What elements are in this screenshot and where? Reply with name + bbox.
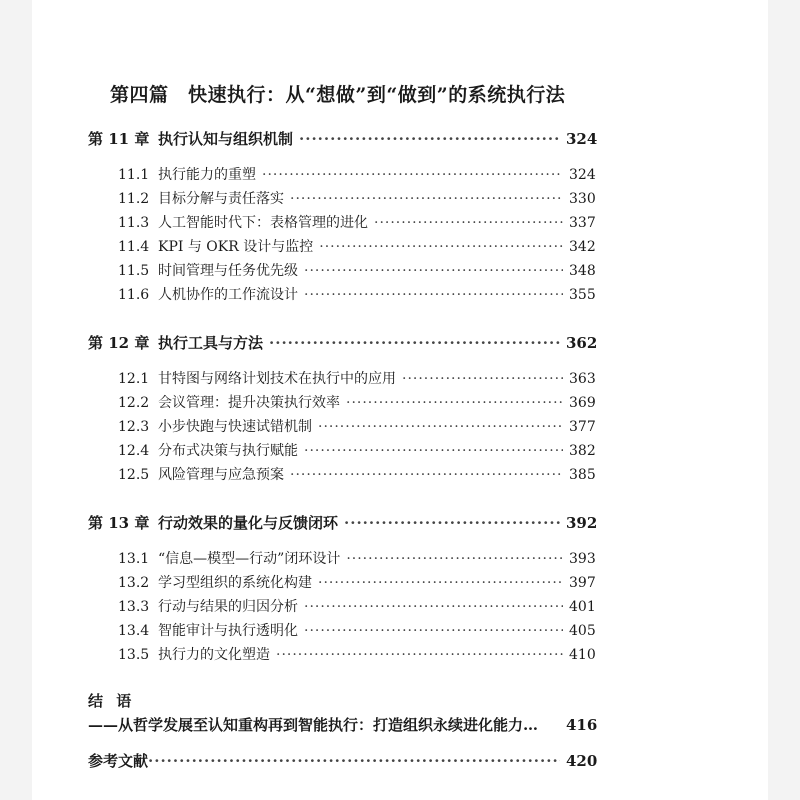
section-11-2-entry[interactable] <box>118 188 596 208</box>
page-number: 330 <box>569 191 596 207</box>
section-number: 12.5 <box>118 467 150 483</box>
section-title: 分布式决策与执行赋能 <box>158 443 298 459</box>
section-title: “信息—模型—行动”闭环设计 <box>158 551 341 567</box>
chapter-number: 第 13 章 <box>88 514 150 532</box>
section-number: 13.1 <box>118 551 150 567</box>
chapter-number: 第 12 章 <box>88 334 150 352</box>
section-number: 12.1 <box>118 371 150 387</box>
page-number: 369 <box>569 395 596 411</box>
dot-leader <box>304 443 563 459</box>
section-title: 甘特图与网络计划技术在执行中的应用 <box>158 371 396 387</box>
page-number: 363 <box>569 371 596 387</box>
page-number: 397 <box>569 575 596 591</box>
conclusion-subtitle: ——从哲学发展至认知重构再到智能执行：打造组织永续进化能力… <box>88 716 539 734</box>
page-number: 420 <box>566 752 598 770</box>
page-number: 348 <box>569 263 596 279</box>
page-number: 342 <box>569 239 596 255</box>
section-11-3-entry[interactable] <box>118 212 596 232</box>
section-12-4-entry[interactable] <box>118 440 596 460</box>
dot-leader <box>276 647 563 663</box>
page-number: 392 <box>566 514 598 532</box>
dot-leader <box>344 514 560 532</box>
section-title: 智能审计与执行透明化 <box>158 623 298 639</box>
section-number: 13.2 <box>118 575 150 591</box>
section-title: 人工智能时代下：表格管理的进化 <box>158 215 368 231</box>
references-title: 参考文献 <box>88 752 149 770</box>
page-number: 401 <box>569 599 596 615</box>
section-number: 11.1 <box>118 167 150 183</box>
section-title: KPI 与 OKR 设计与监控 <box>158 239 314 255</box>
page-number: 324 <box>569 167 596 183</box>
section-11-1-entry[interactable] <box>118 164 596 184</box>
section-title: 会议管理：提升决策执行效率 <box>158 395 340 411</box>
page-number: 362 <box>566 334 598 352</box>
section-title: 小步快跑与快速试错机制 <box>158 419 312 435</box>
dot-leader <box>290 191 563 207</box>
section-title: 人机协作的工作流设计 <box>158 287 298 303</box>
section-title: 目标分解与责任落实 <box>158 191 284 207</box>
dot-leader <box>304 263 563 279</box>
section-13-3-entry[interactable] <box>118 596 596 616</box>
section-number: 11.6 <box>118 287 150 303</box>
page-number: 382 <box>569 443 596 459</box>
section-13-5-entry[interactable] <box>118 644 596 664</box>
section-13-2-entry[interactable] <box>118 572 596 592</box>
section-12-2-entry[interactable] <box>118 392 596 412</box>
dot-leader <box>319 239 563 255</box>
section-title: 执行能力的重塑 <box>158 167 256 183</box>
section-number: 11.5 <box>118 263 150 279</box>
dot-leader <box>304 623 563 639</box>
dot-leader <box>290 467 563 483</box>
part-title: 第四篇 快速执行：从“想做”到“做到”的系统执行法 <box>110 84 566 106</box>
conclusion-title: 结 语 <box>88 692 136 710</box>
section-13-1-entry[interactable] <box>118 548 596 568</box>
section-title: 时间管理与任务优先级 <box>158 263 298 279</box>
section-12-3-entry[interactable] <box>118 416 596 436</box>
chapter-12-entry[interactable] <box>88 332 598 353</box>
page-number: 385 <box>569 467 596 483</box>
chapter-title: 执行认知与组织机制 <box>158 130 294 148</box>
section-number: 13.4 <box>118 623 150 639</box>
section-title: 学习型组织的系统化构建 <box>158 575 312 591</box>
page-number: 393 <box>569 551 596 567</box>
page-number: 410 <box>569 647 596 663</box>
section-11-4-entry[interactable] <box>118 236 596 256</box>
dot-leader <box>304 599 563 615</box>
section-number: 12.3 <box>118 419 150 435</box>
section-number: 13.3 <box>118 599 150 615</box>
toc-page <box>32 0 768 800</box>
page-number: 405 <box>569 623 596 639</box>
page-number: 337 <box>569 215 596 231</box>
dot-leader <box>262 167 563 183</box>
dot-leader <box>148 752 560 770</box>
section-12-5-entry[interactable] <box>118 464 596 484</box>
chapter-number: 第 11 章 <box>88 130 150 148</box>
section-13-4-entry[interactable] <box>118 620 596 640</box>
chapter-title: 执行工具与方法 <box>158 334 264 352</box>
dot-leader <box>402 371 563 387</box>
section-number: 12.4 <box>118 443 150 459</box>
dot-leader <box>318 575 563 591</box>
section-title: 风险管理与应急预案 <box>158 467 284 483</box>
dot-leader <box>346 551 563 567</box>
page-number: 355 <box>569 287 596 303</box>
section-number: 11.3 <box>118 215 150 231</box>
references-entry[interactable] <box>88 750 598 771</box>
section-11-5-entry[interactable] <box>118 260 596 280</box>
page-number: 324 <box>566 130 598 148</box>
section-11-6-entry[interactable] <box>118 284 596 304</box>
section-12-1-entry[interactable] <box>118 368 596 388</box>
dot-leader <box>304 287 563 303</box>
section-number: 13.5 <box>118 647 150 663</box>
section-number: 11.4 <box>118 239 150 255</box>
page-number: 416 <box>566 716 598 734</box>
chapter-13-entry[interactable] <box>88 512 598 533</box>
section-number: 12.2 <box>118 395 150 411</box>
chapter-11-entry[interactable] <box>88 128 598 149</box>
page-number: 377 <box>569 419 596 435</box>
chapter-title: 行动效果的量化与反馈闭环 <box>158 514 339 532</box>
section-title: 执行力的文化塑造 <box>158 647 270 663</box>
section-number: 11.2 <box>118 191 150 207</box>
section-title: 行动与结果的归因分析 <box>158 599 298 615</box>
dot-leader <box>299 130 560 148</box>
conclusion-entry[interactable] <box>88 714 598 735</box>
dot-leader <box>269 334 560 352</box>
dot-leader <box>318 419 563 435</box>
dot-leader <box>374 215 563 231</box>
dot-leader <box>346 395 563 411</box>
